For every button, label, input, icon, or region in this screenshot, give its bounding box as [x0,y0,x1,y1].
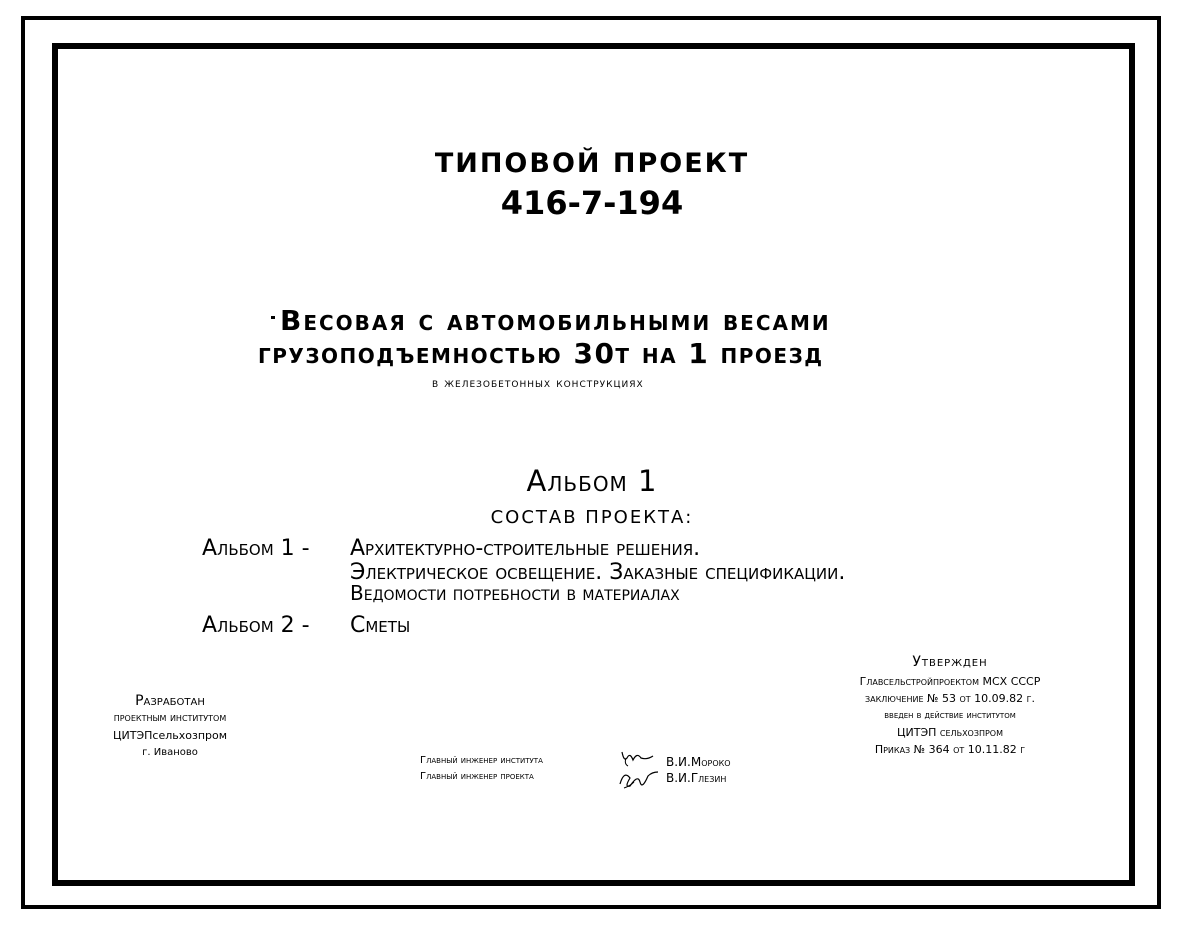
signature-role-1: Главный инженер института [420,755,543,766]
album2-line1: Сметы [350,613,411,638]
contents-heading: СОСТАВ ПРОЕКТА: [490,507,694,528]
dot-mark [271,316,275,319]
approval-authority: Главсельстройпроектом МСХ СССР [859,675,1041,688]
approval-enacted: введен в действие институтом [884,710,1016,721]
album2-prefix: Альбом 2 - [202,613,310,638]
doc-number: 416-7-194 [500,184,684,222]
album1-line1: Архитектурно-строительные решения. [350,536,701,561]
developer-label: Разработан [135,693,205,709]
approval-conclusion: заключение № 53 от 10.09.82 г. [865,692,1035,705]
approval-label: Утвержден [912,654,988,670]
signature-role-2: Главный инженер проекта [420,771,534,782]
title-subtitle: в железобетонных конструкциях [432,376,644,391]
signature-name-2: В.И.Глезин [666,771,727,785]
album-title: Альбом 1 [526,464,658,498]
developer-line2: проектным институтом [113,711,227,724]
approval-order: Приказ № 364 от 10.11.82 г [874,743,1026,756]
album1-line2: Электрическое освещение. Заказные спецификации. [350,560,846,585]
approval-institute: ЦИТЭП сельхозпром [896,726,1004,739]
developer-org: ЦИТЭПсельхозпром [112,729,228,742]
title-line2: грузоподъемностью 30т на 1 проезд [258,337,824,370]
title-line1: Весовая с автомобильными весами [280,304,831,337]
doc-type: ТИПОВОЙ ПРОЕКТ [434,148,750,179]
signature-name-1: В.И.Мороко [666,755,731,769]
developer-city: г. Иваново [142,747,198,758]
handwritten-signatures [612,748,662,792]
album1-prefix: Альбом 1 - [202,536,310,561]
album1-line3: Ведомости потребности в материалах [350,581,680,605]
